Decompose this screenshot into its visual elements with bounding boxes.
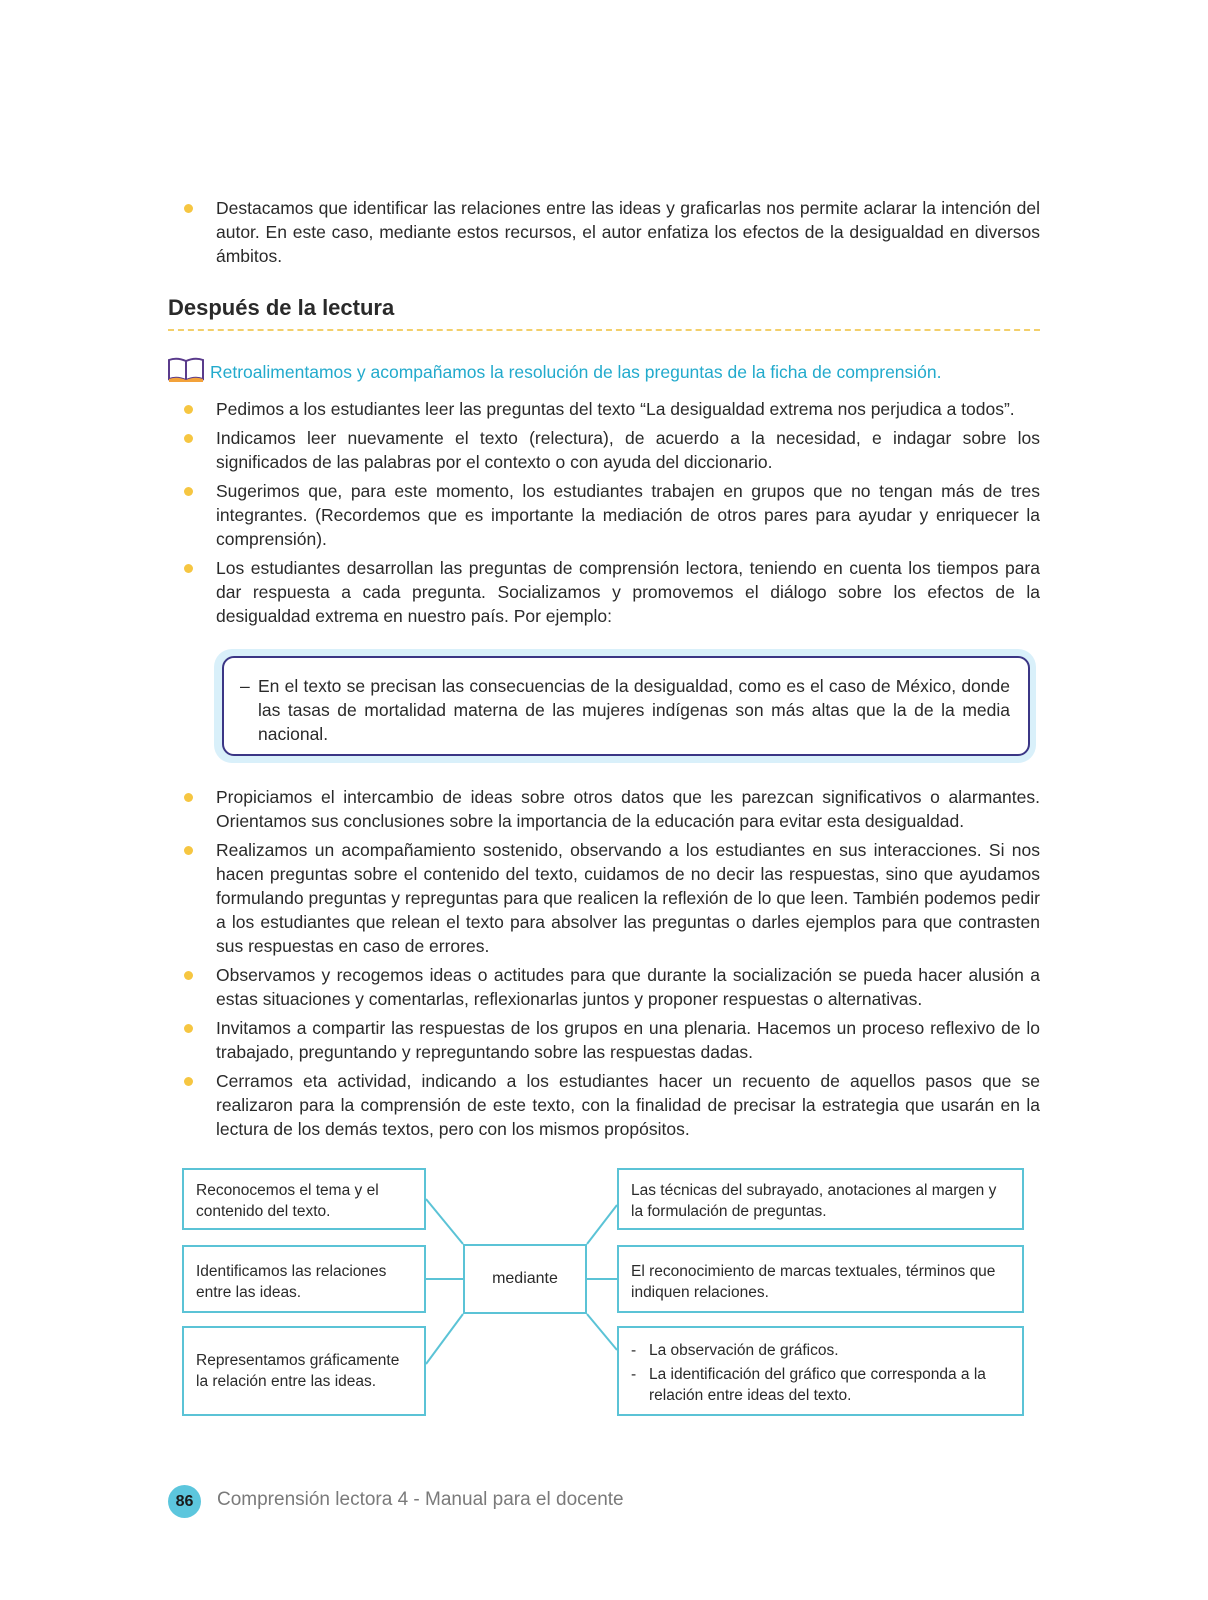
diagram-box-right-3 <box>617 1326 1024 1416</box>
diagram-box-left-1: Reconocemos el tema y el contenido del texto. <box>182 1168 426 1230</box>
bullet-dot-icon <box>184 1077 193 1086</box>
footer-text: Comprensión lectora 4 - Manual para el docente <box>217 1489 624 1510</box>
bullet-list-two <box>172 785 1040 1146</box>
list-item: Cerramos eta actividad, indicando a los estudiantes hacer un recuento de aquellos pasos que se realizaron para la comprensión de este texto, con la finalidad de precisar la estrategia que usarán en la lectura de los demás textos, pero con los mismos propósitos. <box>172 1069 1040 1141</box>
bullet-dot-icon <box>184 405 193 414</box>
list-item: Pedimos a los estudiantes leer las preguntas del texto “La desigualdad extrema nos perjudica a todos”. <box>172 397 1040 421</box>
connector-line <box>426 1314 463 1364</box>
section-title: Después de la lectura <box>168 295 395 320</box>
dashed-divider <box>168 329 1040 331</box>
diagram-box-left-2: Identificamos las relaciones entre las ideas. <box>182 1245 426 1313</box>
connector-line <box>587 1205 617 1244</box>
open-book-icon <box>167 357 205 383</box>
diagram-center-box: mediante <box>463 1244 587 1314</box>
diagram-box-right-1: Las técnicas del subrayado, anotaciones al margen y la formulación de preguntas. <box>617 1168 1024 1230</box>
bullet-dot-icon <box>184 846 193 855</box>
intro-bullet-list <box>172 196 1040 273</box>
list-item: Invitamos a compartir las respuestas de los grupos en una plenaria. Hacemos un proceso reflexivo de lo trabajado, preguntando y repreguntando sobre las respuestas dadas. <box>172 1016 1040 1064</box>
bullet-dot-icon <box>184 793 193 802</box>
bullet-dot-icon <box>184 971 193 980</box>
list-item: - La observación de gráficos. <box>631 1342 839 1359</box>
page-number-badge: 86 <box>168 1485 201 1518</box>
list-item: Propiciamos el intercambio de ideas sobre otros datos que les parezcan significativos o alarmantes. Orientamos sus conclusiones sobre la importancia de la educación para evitar esta desigualdad. <box>172 785 1040 833</box>
list-item: Indicamos leer nuevamente el texto (relectura), de acuerdo a la necesidad, e indagar sobre los significados de las palabras por el contexto o con ayuda del diccionario. <box>172 426 1040 474</box>
bullet-list-one <box>172 397 1040 633</box>
bullet-dot-icon <box>184 204 193 213</box>
diagram-box-right-2: El reconocimiento de marcas textuales, términos que indiquen relaciones. <box>617 1245 1024 1313</box>
list-item: - La identificación del gráfico que corresponda a la relación entre ideas del texto. <box>631 1366 986 1404</box>
bullet-dot-icon <box>184 1024 193 1033</box>
list-item: Observamos y recogemos ideas o actitudes para que durante la socialización se pueda hacer alusión a estas situaciones y comentarlas, reflexionarlas juntos y proponer respuestas o alternativas. <box>172 963 1040 1011</box>
list-item: Sugerimos que, para este momento, los estudiantes trabajen en grupos que no tengan más de tres integrantes. (Recordemos que es importante la mediación de otros pares para ayudar y enriquecer la comprensión). <box>172 479 1040 551</box>
connector-line <box>587 1314 617 1350</box>
bullet-dot-icon <box>184 564 193 573</box>
bullet-dot-icon <box>184 434 193 443</box>
diagram-dash-list <box>631 1340 1010 1406</box>
example-text: En el texto se precisan las consecuencias de la desigualdad, como es el caso de México, donde las tasas de mortalidad materna de las mujeres indígenas son más altas que la de la media nacional. <box>258 676 1010 744</box>
example-dash: – <box>240 676 250 696</box>
diagram-box-left-3: Representamos gráficamente la relación entre las ideas. <box>182 1326 426 1416</box>
connector-line <box>426 1199 463 1244</box>
bullet-dot-icon <box>184 487 193 496</box>
instruction-text: Retroalimentamos y acompañamos la resolución de las preguntas de la ficha de comprensión. <box>210 362 942 382</box>
list-item: Realizamos un acompañamiento sostenido, observando a los estudiantes en sus interacciones. Si nos hacen preguntas sobre el contenido del texto, cuidamos de no decir las respuestas, sino que ayudamos formulando preguntas y repreguntas para que realicen la reflexión de lo que leen. También podemos pedir a los estudiantes que relean el texto para absolver las preguntas o darles ejemplos para que contrasten sus respuestas en caso de errores. <box>172 838 1040 958</box>
list-item: Los estudiantes desarrollan las preguntas de comprensión lectora, teniendo en cuenta los tiempos para dar respuesta a cada pregunta. Socializamos y promovemos el diálogo sobre los efectos de la desigualdad extrema en nuestro país. Por ejemplo: <box>172 556 1040 628</box>
list-item: Destacamos que identificar las relaciones entre las ideas y graficarlas nos permite aclarar la intención del autor. En este caso, mediante estos recursos, el autor enfatiza los efectos de la desigualdad en diversos ámbitos. <box>172 196 1040 268</box>
